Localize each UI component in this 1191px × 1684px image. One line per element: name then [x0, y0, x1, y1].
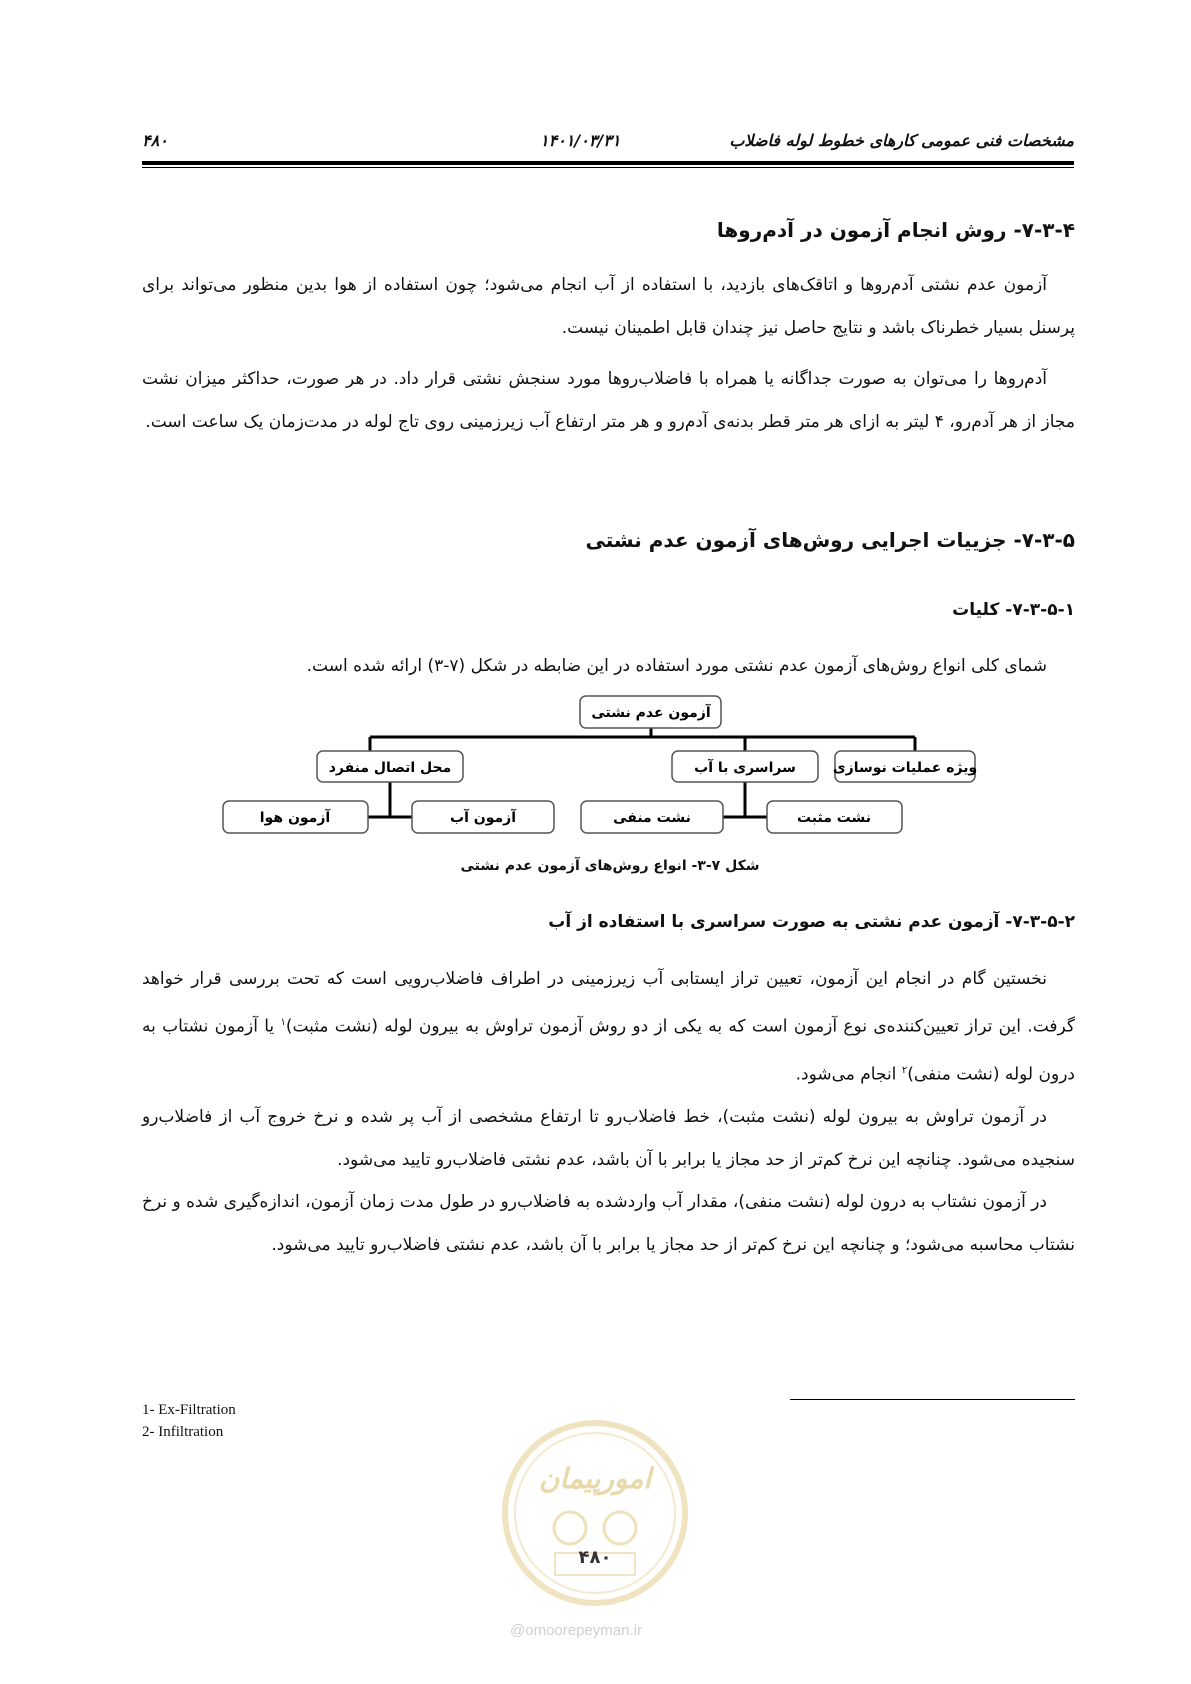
header-rule-thick	[142, 161, 1074, 165]
node-root: آزمون عدم نشتی	[591, 705, 711, 721]
node-renovation: ویژه عملیات نوسازی	[832, 760, 978, 776]
paragraph: شمای کلی انواع روش‌های آزمون عدم نشتی مورد استفاده در این ضابطه در شکل (۷-۳) ارائه شده است.	[306, 656, 1047, 676]
footer-page-number: ۴۸۰	[578, 1547, 612, 1568]
header-page-number: ۴۸۰	[142, 131, 168, 150]
paragraph: آزمون عدم نشتی آدم‌روها و اتاقک‌های بازدید، با استفاده از آب انجام می‌شود؛ چون استفاده از هوا بدین منظور می‌تواند برای پرسنل بسیار خطرناک باشد و نتایج حاصل نیز چندان قابل اطمینان نیست.	[142, 275, 1075, 338]
paragraph: در آزمون تراوش به بیرون لوله (نشت مثبت)، خط فاضلاب‌رو تا ارتفاع مشخصی از آب پر شده و نرخ خروج آب از فاضلاب‌رو سنجیده می‌شود. چنانچه این نرخ کم‌تر از حد مجاز یا برابر با آن باشد، عدم نشتی فاضلاب‌رو تایید می‌شود.	[142, 1107, 1075, 1170]
node-air-test: آزمون هوا	[259, 810, 331, 826]
gear-icon	[554, 1512, 586, 1544]
node-positive-leak: نشت مثبت	[796, 810, 872, 826]
footnote-ref-1[interactable]: ۱	[280, 1017, 286, 1028]
footnote-2: 2- Infiltration	[142, 1424, 224, 1440]
footnote-ref-2[interactable]: ۲	[901, 1064, 908, 1076]
paragraph: نخستین گام در انجام این آزمون، تعیین تراز ایستابی آب زیرزمینی در اطراف فاضلاب‌رویی است که تحت بررسی قرار خواهد گرفت. این تراز تعیین‌کننده‌ی نوع آزمون است که به یکی از دو روش آزمون تراوش به بیرون لوله (نشت مثبت)$^۱$ یا آزمون نشتاب به درون لوله (نشت منفی)$^۲$ انجام می‌شود.	[142, 969, 1075, 1085]
leak-test-methods-diagram	[220, 692, 1000, 842]
header-date: ۱۴۰۱/۰۳/۳۱	[540, 131, 621, 150]
node-water-test: آزمون آب	[450, 810, 516, 826]
node-single-joint: محل اتصال منفرد	[328, 760, 452, 776]
section-heading-7-3-4: ۷-۳-۴- روش انجام آزمون در آدم‌روها	[716, 218, 1075, 242]
figure-caption: شکل ۷-۳- انواع روش‌های آزمون عدم نشتی	[460, 858, 760, 874]
header-title: مشخصات فنی عمومی کارهای خطوط لوله فاضلاب	[729, 131, 1074, 150]
footnote-1: 1- Ex-Filtration	[142, 1402, 236, 1418]
watermark-url: @omoorepeyman.ir	[510, 1622, 642, 1639]
footnote-separator	[790, 1399, 1075, 1400]
section-heading-7-3-5: ۷-۳-۵- جزییات اجرایی روش‌های آزمون عدم نشتی	[585, 528, 1075, 552]
node-negative-leak: نشت منفی	[613, 810, 691, 826]
node-water-overall: سراسری با آب	[694, 760, 796, 776]
watermark-seal	[500, 1418, 690, 1608]
section-heading-7-3-5-2: ۷-۳-۵-۲- آزمون عدم نشتی به صورت سراسری با استفاده از آب	[548, 912, 1075, 932]
gear-icon	[604, 1512, 636, 1544]
page-header	[142, 125, 1074, 165]
section-heading-7-3-5-1: ۷-۳-۵-۱- کلیات	[952, 600, 1075, 620]
seal-logo-text: امورپیمان	[538, 1462, 652, 1495]
paragraph: در آزمون نشتاب به درون لوله (نشت منفی)، مقدار آب واردشده به فاضلاب‌رو در طول مدت زمان آزمون، اندازه‌گیری شده و نرخ نشتاب محاسبه می‌شود؛ و چنانچه این نرخ کم‌تر از حد مجاز یا برابر با آن باشد، عدم نشتی فاضلاب‌رو تایید می‌شود.	[142, 1192, 1075, 1255]
header-rule-thin	[142, 167, 1074, 168]
paragraph: آدم‌روها را می‌توان به صورت جداگانه یا همراه با فاضلاب‌روها مورد سنجش نشتی قرار داد. در هر صورت، حداکثر میزان نشت مجاز از هر آدم‌رو، ۴ لیتر به ازای هر متر قطر بدنه‌ی آدم‌رو و هر متر ارتفاع آب زیرزمینی روی تاج لوله در مدت‌زمان یک ساعت است.	[142, 369, 1075, 432]
